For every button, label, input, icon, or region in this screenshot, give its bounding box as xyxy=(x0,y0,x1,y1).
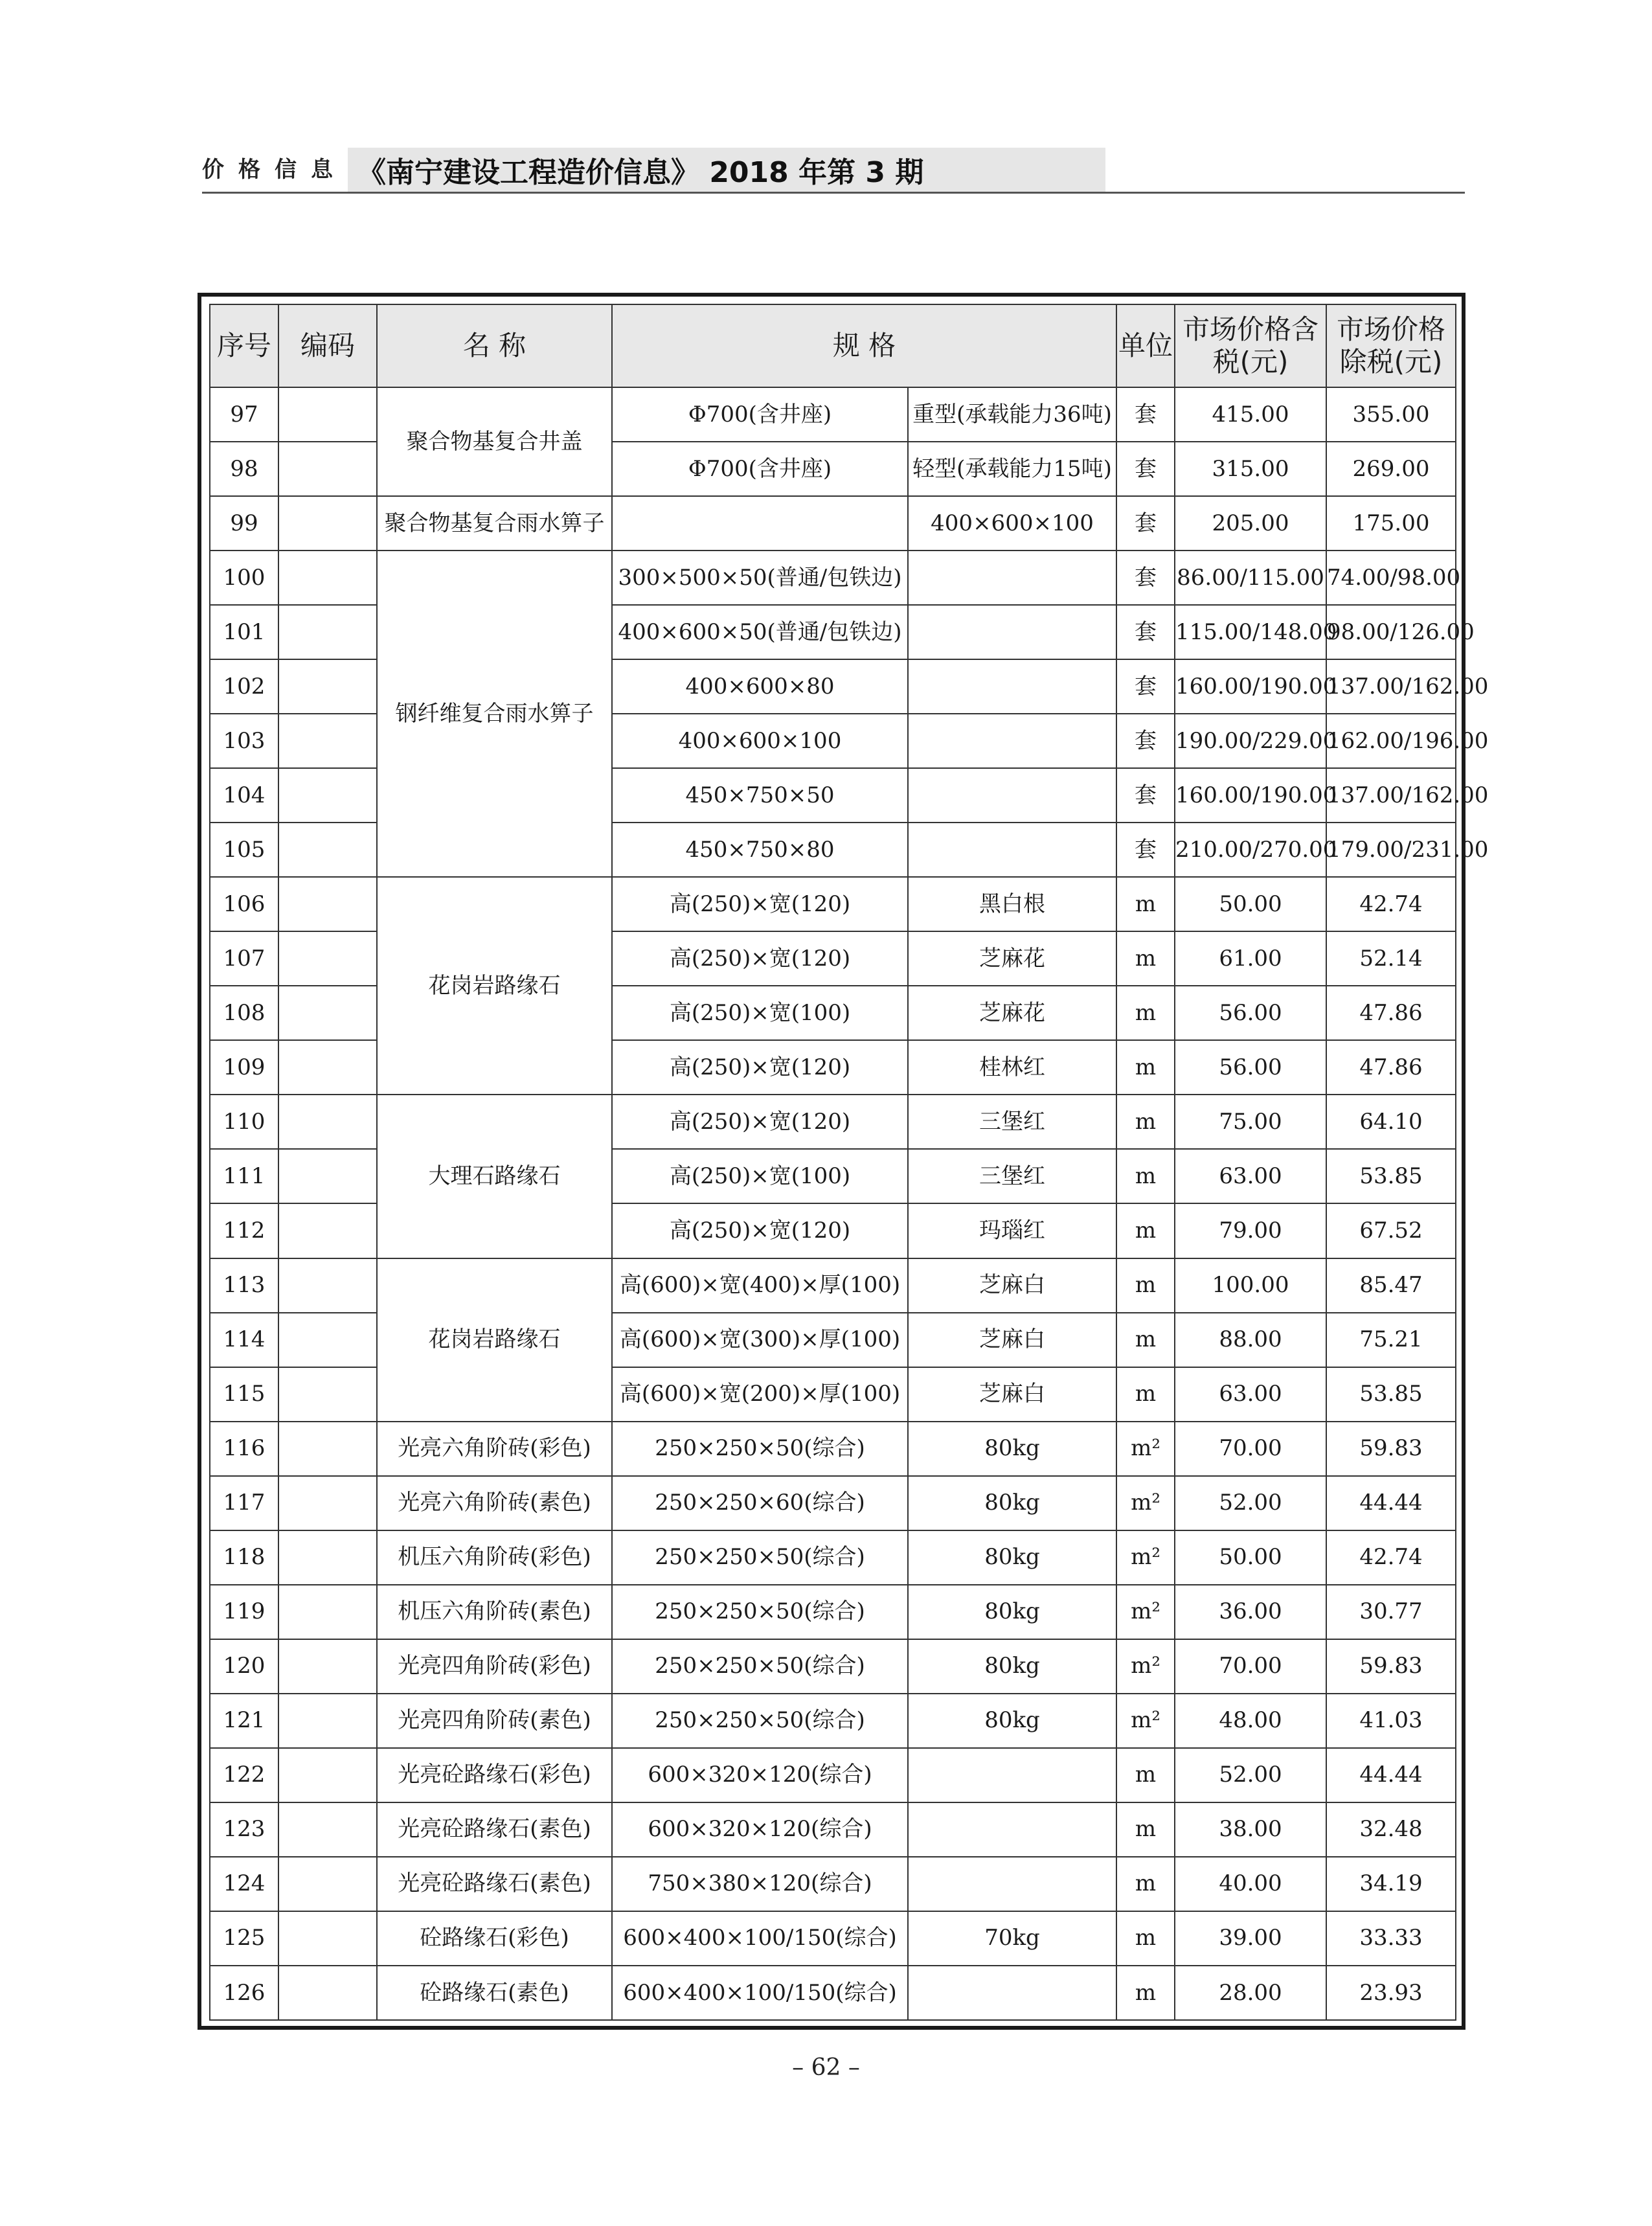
row-spec-detail: 400×600×100 xyxy=(908,496,1116,551)
row-code xyxy=(278,387,377,442)
row-name: 光亮六角阶砖(彩色) xyxy=(377,1422,612,1476)
row-spec-main: 250×250×50(综合) xyxy=(612,1422,908,1476)
row-price-tax: 61.00 xyxy=(1175,931,1326,986)
row-price-tax: 315.00 xyxy=(1175,442,1326,496)
row-code xyxy=(278,986,377,1040)
row-spec-detail: 芝麻白 xyxy=(908,1258,1116,1313)
row-price-notax: 52.14 xyxy=(1326,931,1456,986)
row-seq: 118 xyxy=(210,1530,278,1585)
row-spec-detail: 芝麻花 xyxy=(908,931,1116,986)
row-spec-main: Φ700(含井座) xyxy=(612,442,908,496)
header-name: 名 称 xyxy=(377,304,612,387)
row-name: 花岗岩路缘石 xyxy=(377,1258,612,1422)
row-spec-main: 250×250×50(综合) xyxy=(612,1639,908,1694)
row-name: 光亮砼路缘石(素色) xyxy=(377,1802,612,1857)
header-price-notax: 市场价格除税(元) xyxy=(1326,304,1456,387)
row-price-tax: 190.00/229.00 xyxy=(1175,714,1326,768)
row-price-tax: 56.00 xyxy=(1175,1040,1326,1095)
row-name: 砼路缘石(素色) xyxy=(377,1966,612,2020)
row-seq: 109 xyxy=(210,1040,278,1095)
header-seq: 序号 xyxy=(210,304,278,387)
row-code xyxy=(278,1748,377,1802)
row-price-tax: 48.00 xyxy=(1175,1694,1326,1748)
row-spec-main: 600×320×120(综合) xyxy=(612,1748,908,1802)
row-unit: 套 xyxy=(1116,659,1175,714)
header-unit: 单位 xyxy=(1116,304,1175,387)
row-seq: 97 xyxy=(210,387,278,442)
row-code xyxy=(278,659,377,714)
row-name: 光亮四角阶砖(彩色) xyxy=(377,1639,612,1694)
row-unit: m xyxy=(1116,986,1175,1040)
row-price-notax: 23.93 xyxy=(1326,1966,1456,2020)
row-price-notax: 47.86 xyxy=(1326,986,1456,1040)
row-spec-detail: 桂林红 xyxy=(908,1040,1116,1095)
row-price-tax: 38.00 xyxy=(1175,1802,1326,1857)
row-price-notax: 98.00/126.00 xyxy=(1326,605,1456,659)
table-row xyxy=(210,1476,1456,1530)
row-seq: 103 xyxy=(210,714,278,768)
header-price-tax: 市场价格含税(元) xyxy=(1175,304,1326,387)
row-spec-detail: 三堡红 xyxy=(908,1149,1116,1203)
row-spec-detail xyxy=(908,1802,1116,1857)
row-spec-main: 高(250)×宽(120) xyxy=(612,877,908,931)
row-spec-detail xyxy=(908,714,1116,768)
row-spec-detail: 芝麻花 xyxy=(908,986,1116,1040)
row-seq: 113 xyxy=(210,1258,278,1313)
row-unit: m xyxy=(1116,931,1175,986)
table-row xyxy=(210,1585,1456,1639)
row-name: 机压六角阶砖(彩色) xyxy=(377,1530,612,1585)
row-price-tax: 205.00 xyxy=(1175,496,1326,551)
row-code xyxy=(278,1585,377,1639)
table-row xyxy=(210,1857,1456,1911)
row-spec-main: 高(600)×宽(400)×厚(100) xyxy=(612,1258,908,1313)
row-code xyxy=(278,1802,377,1857)
row-price-tax: 70.00 xyxy=(1175,1639,1326,1694)
row-spec-main xyxy=(612,496,908,551)
row-spec-detail: 80kg xyxy=(908,1476,1116,1530)
header-rule xyxy=(202,192,1465,194)
table-row xyxy=(210,1258,1456,1313)
row-price-notax: 179.00/231.00 xyxy=(1326,823,1456,877)
row-spec-main: 高(250)×宽(100) xyxy=(612,1149,908,1203)
row-code xyxy=(278,496,377,551)
row-spec-main: 450×750×50 xyxy=(612,768,908,823)
row-unit: m xyxy=(1116,1149,1175,1203)
row-spec-detail xyxy=(908,823,1116,877)
row-unit: m² xyxy=(1116,1694,1175,1748)
row-seq: 107 xyxy=(210,931,278,986)
row-price-notax: 41.03 xyxy=(1326,1694,1456,1748)
row-price-notax: 53.85 xyxy=(1326,1149,1456,1203)
row-price-tax: 415.00 xyxy=(1175,387,1326,442)
row-unit: m² xyxy=(1116,1422,1175,1476)
row-seq: 98 xyxy=(210,442,278,496)
row-unit: m xyxy=(1116,1095,1175,1149)
row-unit: m² xyxy=(1116,1639,1175,1694)
row-seq: 114 xyxy=(210,1313,278,1367)
row-code xyxy=(278,1367,377,1422)
row-price-tax: 210.00/270.00 xyxy=(1175,823,1326,877)
row-name: 聚合物基复合雨水箅子 xyxy=(377,496,612,551)
row-code xyxy=(278,768,377,823)
row-code xyxy=(278,1911,377,1966)
row-price-tax: 50.00 xyxy=(1175,1530,1326,1585)
row-code xyxy=(278,1857,377,1911)
row-spec-main: 250×250×50(综合) xyxy=(612,1694,908,1748)
row-unit: 套 xyxy=(1116,714,1175,768)
row-price-notax: 44.44 xyxy=(1326,1476,1456,1530)
row-spec-detail: 80kg xyxy=(908,1422,1116,1476)
row-price-tax: 40.00 xyxy=(1175,1857,1326,1911)
row-unit: 套 xyxy=(1116,768,1175,823)
table-row xyxy=(210,1748,1456,1802)
row-seq: 106 xyxy=(210,877,278,931)
row-price-tax: 52.00 xyxy=(1175,1476,1326,1530)
row-spec-main: 高(250)×宽(120) xyxy=(612,1203,908,1258)
row-code xyxy=(278,877,377,931)
row-unit: m xyxy=(1116,1802,1175,1857)
row-seq: 116 xyxy=(210,1422,278,1476)
table-row xyxy=(210,1422,1456,1476)
row-unit: m² xyxy=(1116,1530,1175,1585)
row-name: 钢纤维复合雨水箅子 xyxy=(377,551,612,877)
row-spec-detail xyxy=(908,605,1116,659)
row-unit: m xyxy=(1116,1258,1175,1313)
row-unit: 套 xyxy=(1116,496,1175,551)
row-spec-detail: 黑白根 xyxy=(908,877,1116,931)
row-spec-main: 600×400×100/150(综合) xyxy=(612,1966,908,2020)
row-unit: m xyxy=(1116,1966,1175,2020)
row-seq: 111 xyxy=(210,1149,278,1203)
row-seq: 124 xyxy=(210,1857,278,1911)
row-price-tax: 63.00 xyxy=(1175,1367,1326,1422)
table-row xyxy=(210,1802,1456,1857)
row-price-notax: 42.74 xyxy=(1326,877,1456,931)
row-unit: m xyxy=(1116,1203,1175,1258)
row-price-tax: 100.00 xyxy=(1175,1258,1326,1313)
row-code xyxy=(278,442,377,496)
row-price-notax: 34.19 xyxy=(1326,1857,1456,1911)
row-unit: m xyxy=(1116,1367,1175,1422)
row-unit: 套 xyxy=(1116,823,1175,877)
row-price-notax: 137.00/162.00 xyxy=(1326,768,1456,823)
row-spec-main: 高(600)×宽(200)×厚(100) xyxy=(612,1367,908,1422)
row-price-tax: 50.00 xyxy=(1175,877,1326,931)
row-code xyxy=(278,1258,377,1313)
row-price-tax: 160.00/190.00 xyxy=(1175,659,1326,714)
row-price-tax: 160.00/190.00 xyxy=(1175,768,1326,823)
row-unit: m xyxy=(1116,1911,1175,1966)
row-spec-detail xyxy=(908,1857,1116,1911)
row-spec-detail: 80kg xyxy=(908,1639,1116,1694)
row-code xyxy=(278,1149,377,1203)
row-spec-main: 高(250)×宽(100) xyxy=(612,986,908,1040)
table-body xyxy=(210,387,1489,2020)
row-name: 大理石路缘石 xyxy=(377,1095,612,1258)
row-spec-main: 450×750×80 xyxy=(612,823,908,877)
row-price-tax: 39.00 xyxy=(1175,1911,1326,1966)
row-seq: 119 xyxy=(210,1585,278,1639)
row-name: 光亮六角阶砖(素色) xyxy=(377,1476,612,1530)
row-code xyxy=(278,1203,377,1258)
row-spec-main: 高(250)×宽(120) xyxy=(612,1040,908,1095)
row-code xyxy=(278,1639,377,1694)
row-name: 光亮砼路缘石(彩色) xyxy=(377,1748,612,1802)
row-code xyxy=(278,1966,377,2020)
page-number: – 62 – xyxy=(792,2054,860,2081)
table-row xyxy=(210,496,1456,551)
row-price-notax: 59.83 xyxy=(1326,1422,1456,1476)
table-row xyxy=(210,387,1456,442)
row-price-notax: 85.47 xyxy=(1326,1258,1456,1313)
row-code xyxy=(278,1694,377,1748)
row-seq: 122 xyxy=(210,1748,278,1802)
row-code xyxy=(278,605,377,659)
row-price-tax: 56.00 xyxy=(1175,986,1326,1040)
row-unit: 套 xyxy=(1116,387,1175,442)
row-seq: 110 xyxy=(210,1095,278,1149)
row-seq: 100 xyxy=(210,551,278,605)
section-tag: 价格信息 xyxy=(202,157,347,183)
row-seq: 120 xyxy=(210,1639,278,1694)
row-code xyxy=(278,714,377,768)
row-seq: 126 xyxy=(210,1966,278,2020)
row-unit: m xyxy=(1116,1040,1175,1095)
row-spec-main: 600×320×120(综合) xyxy=(612,1802,908,1857)
row-spec-main: 400×600×100 xyxy=(612,714,908,768)
row-seq: 99 xyxy=(210,496,278,551)
table-row xyxy=(210,1639,1456,1694)
row-seq: 121 xyxy=(210,1694,278,1748)
table-row xyxy=(210,551,1456,605)
row-spec-main: 400×600×50(普通/包铁边) xyxy=(612,605,908,659)
row-unit: m xyxy=(1116,1313,1175,1367)
publication-title: 《南宁建设工程造价信息》 2018 年第 3 期 xyxy=(357,156,924,189)
row-spec-main: 高(250)×宽(120) xyxy=(612,931,908,986)
row-unit: m xyxy=(1116,877,1175,931)
row-spec-detail: 轻型(承载能力15吨) xyxy=(908,442,1116,496)
row-spec-detail: 70kg xyxy=(908,1911,1116,1966)
row-price-notax: 32.48 xyxy=(1326,1802,1456,1857)
row-price-notax: 162.00/196.00 xyxy=(1326,714,1456,768)
header-spec: 规 格 xyxy=(612,304,1116,387)
row-name: 机压六角阶砖(素色) xyxy=(377,1585,612,1639)
row-price-notax: 30.77 xyxy=(1326,1585,1456,1639)
row-spec-main: 250×250×50(综合) xyxy=(612,1530,908,1585)
row-price-tax: 88.00 xyxy=(1175,1313,1326,1367)
price-table xyxy=(209,304,1489,2021)
row-spec-detail: 芝麻白 xyxy=(908,1367,1116,1422)
row-name: 光亮四角阶砖(素色) xyxy=(377,1694,612,1748)
row-code xyxy=(278,931,377,986)
row-price-notax: 74.00/98.00 xyxy=(1326,551,1456,605)
row-seq: 125 xyxy=(210,1911,278,1966)
row-spec-main: 600×400×100/150(综合) xyxy=(612,1911,908,1966)
row-price-tax: 28.00 xyxy=(1175,1966,1326,2020)
row-price-tax: 75.00 xyxy=(1175,1095,1326,1149)
row-code xyxy=(278,1040,377,1095)
row-name: 光亮砼路缘石(素色) xyxy=(377,1857,612,1911)
table-row xyxy=(210,1966,1456,2020)
row-unit: m² xyxy=(1116,1476,1175,1530)
row-spec-detail: 三堡红 xyxy=(908,1095,1116,1149)
row-name: 花岗岩路缘石 xyxy=(377,877,612,1095)
table-row xyxy=(210,1694,1456,1748)
row-spec-main: Φ700(含井座) xyxy=(612,387,908,442)
row-spec-main: 高(600)×宽(300)×厚(100) xyxy=(612,1313,908,1367)
row-code xyxy=(278,1476,377,1530)
row-code xyxy=(278,551,377,605)
row-price-tax: 79.00 xyxy=(1175,1203,1326,1258)
table-row xyxy=(210,1530,1456,1585)
row-price-notax: 42.74 xyxy=(1326,1530,1456,1585)
row-seq: 104 xyxy=(210,768,278,823)
table-row xyxy=(210,1911,1456,1966)
row-price-tax: 86.00/115.00 xyxy=(1175,551,1326,605)
row-price-notax: 64.10 xyxy=(1326,1095,1456,1149)
row-seq: 123 xyxy=(210,1802,278,1857)
row-price-tax: 70.00 xyxy=(1175,1422,1326,1476)
table-header-row xyxy=(210,304,1456,387)
row-spec-main: 250×250×60(综合) xyxy=(612,1476,908,1530)
row-price-notax: 75.21 xyxy=(1326,1313,1456,1367)
row-seq: 102 xyxy=(210,659,278,714)
row-seq: 105 xyxy=(210,823,278,877)
row-unit: 套 xyxy=(1116,605,1175,659)
row-price-tax: 115.00/148.00 xyxy=(1175,605,1326,659)
row-spec-detail xyxy=(908,1748,1116,1802)
row-price-tax: 63.00 xyxy=(1175,1149,1326,1203)
row-name: 聚合物基复合井盖 xyxy=(377,387,612,496)
table-row xyxy=(210,1095,1456,1149)
row-price-notax: 53.85 xyxy=(1326,1367,1456,1422)
row-spec-detail: 重型(承载能力36吨) xyxy=(908,387,1116,442)
row-seq: 115 xyxy=(210,1367,278,1422)
row-code xyxy=(278,823,377,877)
row-price-notax: 59.83 xyxy=(1326,1639,1456,1694)
row-seq: 108 xyxy=(210,986,278,1040)
row-spec-detail: 80kg xyxy=(908,1694,1116,1748)
row-code xyxy=(278,1313,377,1367)
row-seq: 101 xyxy=(210,605,278,659)
row-price-notax: 33.33 xyxy=(1326,1911,1456,1966)
row-price-notax: 67.52 xyxy=(1326,1203,1456,1258)
row-spec-main: 300×500×50(普通/包铁边) xyxy=(612,551,908,605)
row-code xyxy=(278,1530,377,1585)
row-spec-main: 高(250)×宽(120) xyxy=(612,1095,908,1149)
page-header xyxy=(202,148,1465,193)
row-spec-detail: 芝麻白 xyxy=(908,1313,1116,1367)
row-spec-detail xyxy=(908,659,1116,714)
row-price-notax: 47.86 xyxy=(1326,1040,1456,1095)
row-spec-main: 250×250×50(综合) xyxy=(612,1585,908,1639)
row-spec-main: 400×600×80 xyxy=(612,659,908,714)
row-unit: m xyxy=(1116,1748,1175,1802)
row-spec-detail xyxy=(908,551,1116,605)
row-price-notax: 44.44 xyxy=(1326,1748,1456,1802)
row-name: 砼路缘石(彩色) xyxy=(377,1911,612,1966)
row-unit: m² xyxy=(1116,1585,1175,1639)
row-seq: 112 xyxy=(210,1203,278,1258)
row-price-notax: 137.00/162.00 xyxy=(1326,659,1456,714)
row-spec-detail xyxy=(908,1966,1116,2020)
row-unit: m xyxy=(1116,1857,1175,1911)
row-unit: 套 xyxy=(1116,551,1175,605)
row-spec-main: 750×380×120(综合) xyxy=(612,1857,908,1911)
row-price-tax: 52.00 xyxy=(1175,1748,1326,1802)
row-price-tax: 36.00 xyxy=(1175,1585,1326,1639)
row-spec-detail: 80kg xyxy=(908,1585,1116,1639)
row-seq: 117 xyxy=(210,1476,278,1530)
row-price-notax: 269.00 xyxy=(1326,442,1456,496)
row-spec-detail xyxy=(908,768,1116,823)
row-spec-detail: 玛瑙红 xyxy=(908,1203,1116,1258)
row-code xyxy=(278,1422,377,1476)
header-code: 编码 xyxy=(278,304,377,387)
row-price-notax: 175.00 xyxy=(1326,496,1456,551)
row-price-notax: 355.00 xyxy=(1326,387,1456,442)
row-unit: 套 xyxy=(1116,442,1175,496)
row-spec-detail: 80kg xyxy=(908,1530,1116,1585)
table-row xyxy=(210,877,1456,931)
row-code xyxy=(278,1095,377,1149)
